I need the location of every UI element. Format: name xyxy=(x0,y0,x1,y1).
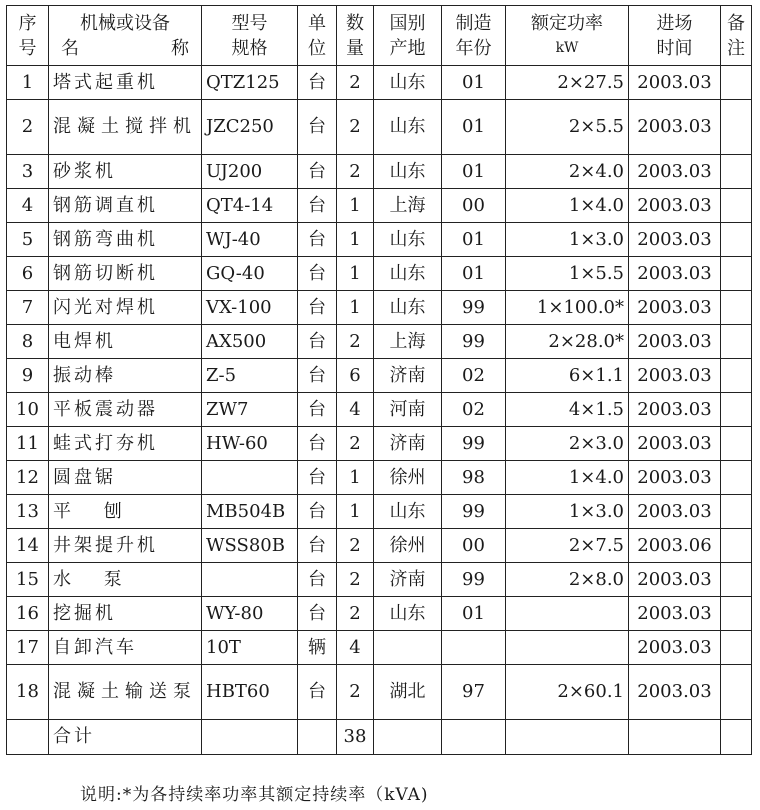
cell-year: 99 xyxy=(442,563,506,597)
cell-date: 2003.03 xyxy=(629,597,721,631)
table-row xyxy=(7,359,752,393)
cell-origin xyxy=(374,631,442,665)
cell-qty: 4 xyxy=(337,393,374,427)
table-row xyxy=(7,665,752,720)
cell-remark xyxy=(721,155,752,189)
cell-seq: 1 xyxy=(7,66,49,100)
cell-origin: 上海 xyxy=(374,325,442,359)
table-row xyxy=(7,631,752,665)
cell-remark xyxy=(721,189,752,223)
cell-remark xyxy=(721,665,752,720)
cell-power: 2×4.0 xyxy=(506,155,629,189)
cell-name: 蛙式打夯机 xyxy=(49,427,202,461)
cell-seq: 2 xyxy=(7,100,49,155)
cell-power: 6×1.1 xyxy=(506,359,629,393)
cell-qty: 2 xyxy=(337,665,374,720)
cell-year xyxy=(442,631,506,665)
cell-remark xyxy=(721,495,752,529)
cell-seq: 10 xyxy=(7,393,49,427)
cell-date: 2003.06 xyxy=(629,529,721,563)
cell-origin: 山东 xyxy=(374,495,442,529)
cell-remark xyxy=(721,257,752,291)
total-row xyxy=(7,720,752,755)
header-date: 进场 时间 xyxy=(629,6,721,66)
cell-remark xyxy=(721,325,752,359)
cell-origin: 徐州 xyxy=(374,461,442,495)
cell-unit: 台 xyxy=(298,100,337,155)
cell-qty: 2 xyxy=(337,563,374,597)
cell-power: 1×5.5 xyxy=(506,257,629,291)
cell-origin: 山东 xyxy=(374,66,442,100)
cell-seq: 17 xyxy=(7,631,49,665)
cell-seq: 8 xyxy=(7,325,49,359)
cell-power: 1×100.0* xyxy=(506,291,629,325)
cell-date: 2003.03 xyxy=(629,325,721,359)
cell-qty: 2 xyxy=(337,66,374,100)
cell-name: 钢筋切断机 xyxy=(49,257,202,291)
cell-year: 00 xyxy=(442,529,506,563)
cell-name: 振动棒 xyxy=(49,359,202,393)
cell-origin: 济南 xyxy=(374,427,442,461)
cell-date: 2003.03 xyxy=(629,563,721,597)
cell-power: 1×4.0 xyxy=(506,189,629,223)
cell-origin: 山东 xyxy=(374,597,442,631)
table-body xyxy=(7,66,752,755)
cell-unit: 台 xyxy=(298,257,337,291)
cell-model: 10T xyxy=(202,631,298,665)
cell-name: 塔式起重机 xyxy=(49,66,202,100)
cell-model xyxy=(202,563,298,597)
cell-origin: 山东 xyxy=(374,291,442,325)
cell-power: 2×28.0* xyxy=(506,325,629,359)
table-row xyxy=(7,563,752,597)
cell-date: 2003.03 xyxy=(629,155,721,189)
cell-date: 2003.03 xyxy=(629,495,721,529)
cell-year: 01 xyxy=(442,223,506,257)
cell-seq: 9 xyxy=(7,359,49,393)
cell-qty: 1 xyxy=(337,495,374,529)
cell-year: 01 xyxy=(442,66,506,100)
cell-origin: 山东 xyxy=(374,257,442,291)
cell-name: 钢筋调直机 xyxy=(49,189,202,223)
cell-power xyxy=(506,720,629,755)
cell-origin: 山东 xyxy=(374,100,442,155)
cell-year: 98 xyxy=(442,461,506,495)
cell-name: 闪光对焊机 xyxy=(49,291,202,325)
cell-unit: 台 xyxy=(298,66,337,100)
cell-model: JZC250 xyxy=(202,100,298,155)
cell-model: HBT60 xyxy=(202,665,298,720)
cell-year: 01 xyxy=(442,597,506,631)
cell-year: 01 xyxy=(442,100,506,155)
cell-date: 2003.03 xyxy=(629,257,721,291)
cell-remark xyxy=(721,427,752,461)
total-qty: 38 xyxy=(337,720,374,755)
cell-unit: 台 xyxy=(298,563,337,597)
cell-unit: 台 xyxy=(298,223,337,257)
cell-remark xyxy=(721,393,752,427)
cell-date xyxy=(629,720,721,755)
cell-unit: 台 xyxy=(298,291,337,325)
cell-seq: 15 xyxy=(7,563,49,597)
cell-unit: 台 xyxy=(298,189,337,223)
total-label: 合计 xyxy=(49,720,202,755)
cell-remark xyxy=(721,563,752,597)
cell-date: 2003.03 xyxy=(629,66,721,100)
cell-remark xyxy=(721,631,752,665)
cell-qty: 2 xyxy=(337,100,374,155)
cell-name: 电焊机 xyxy=(49,325,202,359)
cell-name: 混凝土搅拌机 xyxy=(49,100,202,155)
cell-remark xyxy=(721,597,752,631)
header-model: 型号 规格 xyxy=(202,6,298,66)
cell-qty: 1 xyxy=(337,189,374,223)
cell-power: 2×3.0 xyxy=(506,427,629,461)
cell-date: 2003.03 xyxy=(629,427,721,461)
cell-model: QTZ125 xyxy=(202,66,298,100)
cell-remark xyxy=(721,359,752,393)
cell-date: 2003.03 xyxy=(629,189,721,223)
header-power: 额定功率 kW xyxy=(506,6,629,66)
cell-date: 2003.03 xyxy=(629,665,721,720)
cell-model: MB504B xyxy=(202,495,298,529)
table-row xyxy=(7,427,752,461)
cell-unit: 台 xyxy=(298,665,337,720)
cell-power: 2×8.0 xyxy=(506,563,629,597)
cell-seq: 16 xyxy=(7,597,49,631)
cell-year: 99 xyxy=(442,325,506,359)
cell-name: 圆盘锯 xyxy=(49,461,202,495)
cell-unit: 台 xyxy=(298,359,337,393)
cell-model: ZW7 xyxy=(202,393,298,427)
cell-name: 平板震动器 xyxy=(49,393,202,427)
cell-origin: 山东 xyxy=(374,155,442,189)
cell-qty: 2 xyxy=(337,325,374,359)
cell-power: 2×27.5 xyxy=(506,66,629,100)
cell-model: Z-5 xyxy=(202,359,298,393)
cell-model: GQ-40 xyxy=(202,257,298,291)
header-remark: 备 注 xyxy=(721,6,752,66)
cell-name: 挖掘机 xyxy=(49,597,202,631)
header-name: 机械或设备 名 称 xyxy=(49,6,202,66)
table-row xyxy=(7,325,752,359)
cell-qty: 2 xyxy=(337,155,374,189)
cell-date: 2003.03 xyxy=(629,223,721,257)
cell-year xyxy=(442,720,506,755)
cell-seq: 12 xyxy=(7,461,49,495)
cell-power: 4×1.5 xyxy=(506,393,629,427)
table-row xyxy=(7,66,752,100)
header-origin: 国别 产地 xyxy=(374,6,442,66)
cell-remark xyxy=(721,461,752,495)
cell-name: 砂浆机 xyxy=(49,155,202,189)
cell-model: WY-80 xyxy=(202,597,298,631)
table-row xyxy=(7,257,752,291)
cell-year: 02 xyxy=(442,359,506,393)
cell-name: 水 泵 xyxy=(49,563,202,597)
cell-seq: 5 xyxy=(7,223,49,257)
cell-name: 井架提升机 xyxy=(49,529,202,563)
cell-model: WSS80B xyxy=(202,529,298,563)
cell-power: 2×7.5 xyxy=(506,529,629,563)
cell-unit: 台 xyxy=(298,325,337,359)
cell-year: 99 xyxy=(442,291,506,325)
cell-date: 2003.03 xyxy=(629,100,721,155)
header-unit: 单 位 xyxy=(298,6,337,66)
cell-qty: 1 xyxy=(337,461,374,495)
cell-name: 自卸汽车 xyxy=(49,631,202,665)
cell-seq xyxy=(7,720,49,755)
table-row xyxy=(7,155,752,189)
table-row xyxy=(7,529,752,563)
cell-date: 2003.03 xyxy=(629,631,721,665)
cell-power xyxy=(506,631,629,665)
cell-year: 02 xyxy=(442,393,506,427)
cell-power: 2×5.5 xyxy=(506,100,629,155)
cell-model xyxy=(202,720,298,755)
cell-seq: 14 xyxy=(7,529,49,563)
table-row xyxy=(7,223,752,257)
cell-unit: 台 xyxy=(298,529,337,563)
cell-model: WJ-40 xyxy=(202,223,298,257)
cell-seq: 3 xyxy=(7,155,49,189)
table-header-row xyxy=(7,6,752,66)
cell-origin: 湖北 xyxy=(374,665,442,720)
cell-date: 2003.03 xyxy=(629,291,721,325)
cell-model: AX500 xyxy=(202,325,298,359)
cell-remark xyxy=(721,223,752,257)
cell-power: 1×4.0 xyxy=(506,461,629,495)
cell-remark xyxy=(721,100,752,155)
cell-remark xyxy=(721,291,752,325)
table-row xyxy=(7,495,752,529)
cell-model: QT4-14 xyxy=(202,189,298,223)
cell-power xyxy=(506,597,629,631)
cell-origin xyxy=(374,720,442,755)
cell-origin: 上海 xyxy=(374,189,442,223)
footnote: 说明:*为各持续率功率其额定持续率（kVA) xyxy=(80,785,429,805)
cell-seq: 7 xyxy=(7,291,49,325)
cell-unit: 台 xyxy=(298,155,337,189)
cell-origin: 济南 xyxy=(374,563,442,597)
table-row xyxy=(7,189,752,223)
cell-qty: 2 xyxy=(337,427,374,461)
cell-qty: 2 xyxy=(337,597,374,631)
cell-origin: 徐州 xyxy=(374,529,442,563)
header-seq: 序 号 xyxy=(7,6,49,66)
cell-qty: 1 xyxy=(337,223,374,257)
cell-year: 01 xyxy=(442,155,506,189)
cell-year: 97 xyxy=(442,665,506,720)
cell-year: 99 xyxy=(442,495,506,529)
cell-unit: 台 xyxy=(298,393,337,427)
cell-date: 2003.03 xyxy=(629,359,721,393)
cell-origin: 济南 xyxy=(374,359,442,393)
cell-power: 1×3.0 xyxy=(506,223,629,257)
cell-seq: 6 xyxy=(7,257,49,291)
cell-seq: 4 xyxy=(7,189,49,223)
cell-seq: 13 xyxy=(7,495,49,529)
table-row xyxy=(7,461,752,495)
cell-origin: 河南 xyxy=(374,393,442,427)
cell-seq: 11 xyxy=(7,427,49,461)
cell-year: 01 xyxy=(442,257,506,291)
table-row xyxy=(7,393,752,427)
table-row xyxy=(7,291,752,325)
cell-year: 99 xyxy=(442,427,506,461)
cell-power: 1×3.0 xyxy=(506,495,629,529)
header-qty: 数 量 xyxy=(337,6,374,66)
cell-name: 钢筋弯曲机 xyxy=(49,223,202,257)
cell-unit: 台 xyxy=(298,495,337,529)
cell-unit: 台 xyxy=(298,427,337,461)
cell-seq: 18 xyxy=(7,665,49,720)
cell-origin: 山东 xyxy=(374,223,442,257)
cell-date: 2003.03 xyxy=(629,393,721,427)
cell-unit: 台 xyxy=(298,461,337,495)
cell-remark xyxy=(721,66,752,100)
cell-model: VX-100 xyxy=(202,291,298,325)
cell-unit: 台 xyxy=(298,597,337,631)
table-row xyxy=(7,100,752,155)
cell-model xyxy=(202,461,298,495)
cell-remark xyxy=(721,529,752,563)
cell-qty: 1 xyxy=(337,257,374,291)
header-year: 制造 年份 xyxy=(442,6,506,66)
cell-name: 平 刨 xyxy=(49,495,202,529)
cell-remark xyxy=(721,720,752,755)
equipment-table xyxy=(6,5,752,755)
table-row xyxy=(7,597,752,631)
cell-qty: 2 xyxy=(337,529,374,563)
cell-date: 2003.03 xyxy=(629,461,721,495)
cell-unit: 辆 xyxy=(298,631,337,665)
cell-qty: 4 xyxy=(337,631,374,665)
cell-unit xyxy=(298,720,337,755)
cell-qty: 1 xyxy=(337,291,374,325)
cell-name: 混凝土输送泵 xyxy=(49,665,202,720)
cell-year: 00 xyxy=(442,189,506,223)
cell-model: UJ200 xyxy=(202,155,298,189)
cell-model: HW-60 xyxy=(202,427,298,461)
cell-power: 2×60.1 xyxy=(506,665,629,720)
cell-qty: 6 xyxy=(337,359,374,393)
